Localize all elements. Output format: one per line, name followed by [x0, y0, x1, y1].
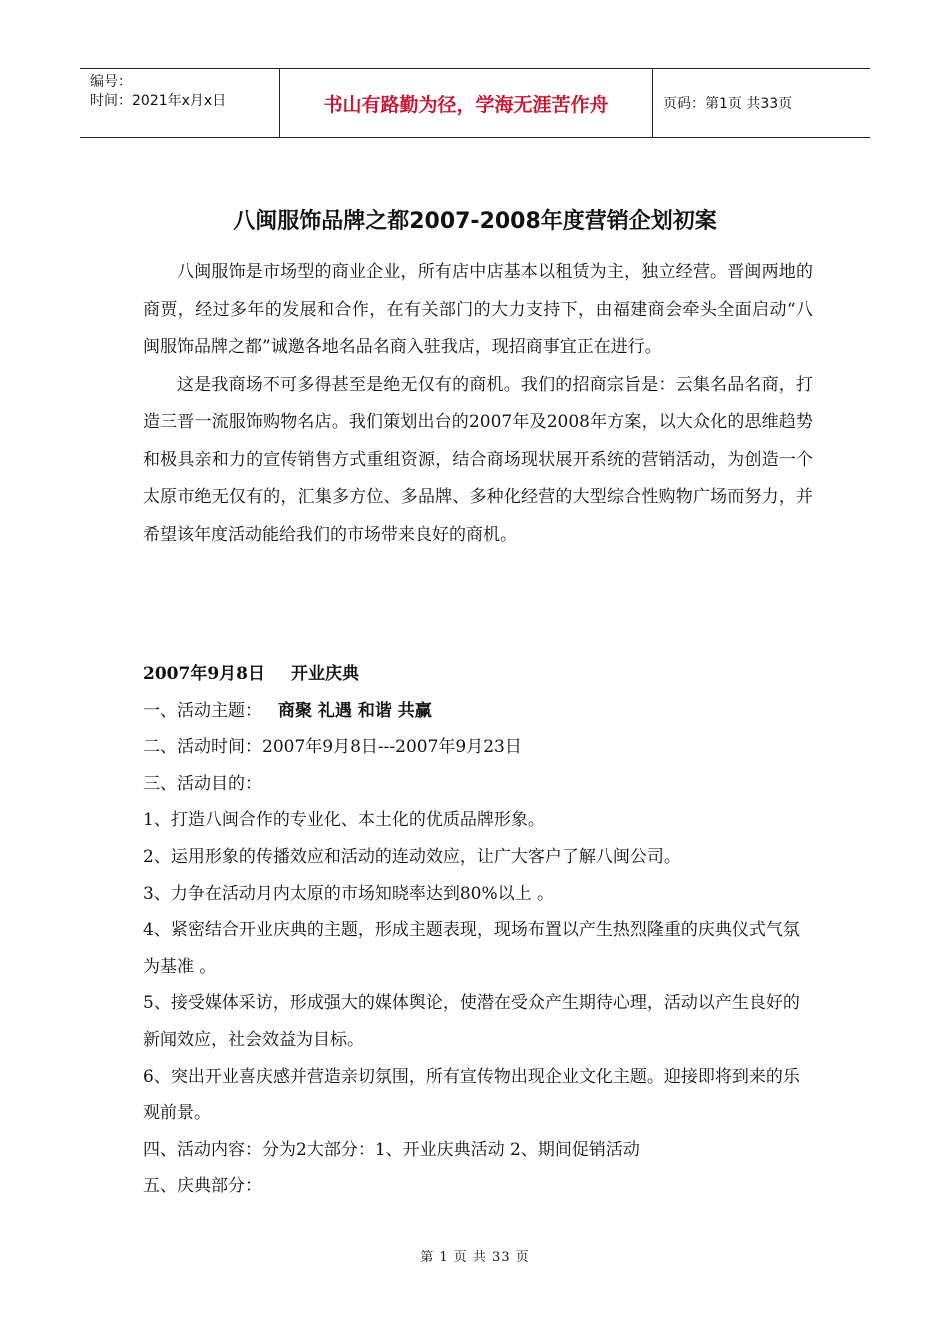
purpose-label: 三、活动目的：	[143, 773, 262, 794]
header-page-info: 页码：第1页 共33页	[663, 96, 793, 112]
ceremony-line: 五、庆典部分：	[143, 1176, 262, 1197]
header-time: 时间：2021年x月x日	[90, 93, 227, 109]
purpose-item: 3、力争在活动月内太原的市场知晓率达到80%以上 。	[143, 883, 555, 904]
header-number: 编号：	[90, 74, 132, 90]
opening-section	[143, 656, 813, 1205]
section-heading	[143, 656, 813, 693]
page-footer: 第 1 页 共 33 页	[420, 1250, 530, 1265]
document-title: 八闽服饰品牌之都2007-2008年度营销企划初案	[233, 209, 717, 234]
intro-body	[143, 254, 813, 554]
intro-paragraph: 八闽服饰是市场型的商业企业，所有店中店基本以租赁为主，独立经营。晋闽两地的商贾，经过多年的发展和合作，在有关部门的大力支持下，由福建商会牵头全面启动“八闽服饰品牌之都”诚邀各地名品名商入驻我店，现招商事宜正在进行。	[143, 262, 813, 357]
theme-value: 商聚 礼遇 和谐 共赢	[278, 700, 432, 721]
purpose-item: 5、接受媒体采访，形成强大的媒体舆论，使潜在受众产生期待心理，活动以产生良好的新闻效应，社会效益为目标。	[143, 993, 800, 1050]
content-line: 四、活动内容：分为2大部分：1、开业庆典活动 2、期间促销活动	[143, 1139, 640, 1160]
intro-paragraph: 这是我商场不可多得甚至是绝无仅有的商机。我们的招商宗旨是：云集名品名商，打造三晋一流服饰购物名店。我们策划出台的2007年及2008年方案，以大众化的思维趋势和极具亲和力的宣传销售方式重组资源，结合商场现状展开系统的营销活动，为创造一个太原市绝无仅有的，汇集多方位、多品牌、多种化经营的大型综合性购物广场而努力，并希望该年度活动能给我们的市场带来良好的商机。	[143, 374, 813, 545]
theme-label: 一、活动主题：	[143, 700, 262, 721]
section-date: 2007年9月8日	[143, 664, 265, 684]
header-motto: 书山有路勤为径，学海无涯苦作舟	[280, 69, 653, 137]
header-meta	[80, 69, 280, 137]
theme-line	[143, 693, 813, 730]
purpose-item: 1、打造八闽合作的专业化、本土化的优质品牌形象。	[143, 810, 545, 831]
section-name: 开业庆典	[290, 664, 359, 684]
purpose-item: 4、紧密结合开业庆典的主题，形成主题表现，现场布置以产生热烈隆重的庆典仪式气氛为基准 。	[143, 920, 800, 977]
document-header	[80, 68, 870, 138]
purpose-item: 6、突出开业喜庆感并营造亲切氛围，所有宣传物出现企业文化主题。迎接即将到来的乐观前景。	[143, 1066, 800, 1124]
purpose-item: 2、运用形象的传播效应和活动的连动效应，让广大客户了解八闽公司。	[143, 846, 681, 867]
time-line: 二、活动时间：2007年9月8日---2007年9月23日	[143, 737, 522, 758]
